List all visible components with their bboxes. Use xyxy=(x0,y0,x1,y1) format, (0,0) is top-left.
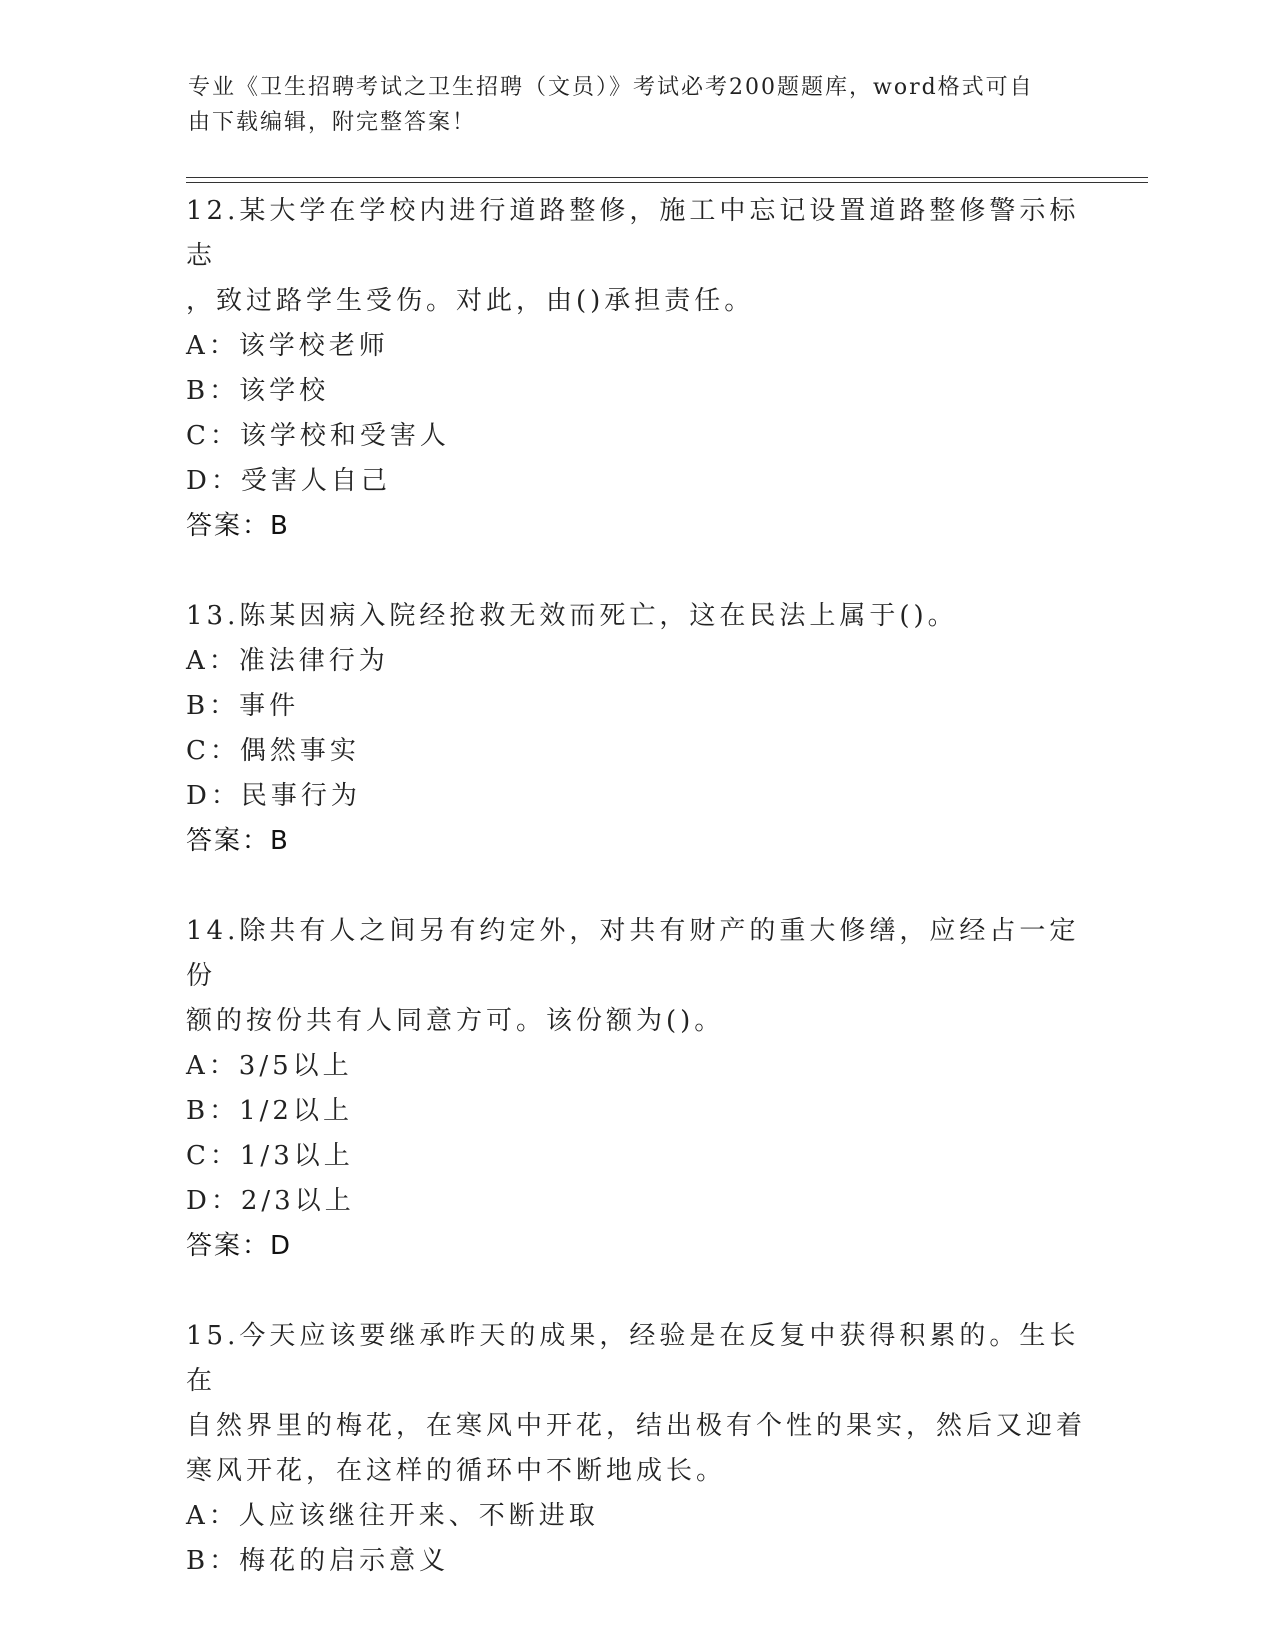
option-b: B：事件 xyxy=(186,691,300,721)
question-stem-line: 15.今天应该要继承昨天的成果，经验是在反复中获得积累的。生长在 xyxy=(186,1321,1080,1396)
question-stem-line: 寒风开花，在这样的循环中不断地成长。 xyxy=(186,1456,727,1486)
header-line-1: 专业《卫生招聘考试之卫生招聘（文员）》考试必考200题题库，word格式可自 xyxy=(188,75,1034,100)
option-c: C：1/3以上 xyxy=(186,1141,354,1171)
question-stem-line: ，致过路学生受伤。对此，由()承担责任。 xyxy=(186,286,755,316)
document-header xyxy=(188,70,1068,140)
header-divider-bottom xyxy=(186,182,1148,183)
option-d: D：受害人自己 xyxy=(186,466,391,496)
answer: 答案：B xyxy=(186,511,290,541)
option-d: D：2/3以上 xyxy=(186,1186,355,1216)
spacer xyxy=(186,549,1086,594)
question-13 xyxy=(186,594,1086,864)
question-stem-line: 12.某大学在学校内进行道路整修，施工中忘记设置道路整修警示标志 xyxy=(186,196,1080,271)
spacer xyxy=(186,864,1086,909)
header-divider-top xyxy=(186,177,1148,178)
question-12 xyxy=(186,189,1086,549)
question-14 xyxy=(186,909,1086,1269)
question-stem-line: 额的按份共有人同意方可。该份额为()。 xyxy=(186,1006,725,1036)
question-stem-line: 14.除共有人之间另有约定外，对共有财产的重大修缮，应经占一定份 xyxy=(186,916,1080,991)
question-stem-line: 自然界里的梅花，在寒风中开花，结出极有个性的果实，然后又迎着 xyxy=(186,1411,1087,1441)
option-b: B：该学校 xyxy=(186,376,330,406)
question-list xyxy=(186,189,1086,1584)
option-c: C：偶然事实 xyxy=(186,736,360,766)
question-15 xyxy=(186,1314,1086,1584)
option-a: A：该学校老师 xyxy=(186,331,389,361)
answer: 答案：B xyxy=(186,826,290,856)
option-b: B：梅花的启示意义 xyxy=(186,1546,450,1576)
option-a: A：准法律行为 xyxy=(186,646,389,676)
question-stem-line: 13.陈某因病入院经抢救无效而死亡，这在民法上属于()。 xyxy=(186,601,958,631)
option-b: B：1/2以上 xyxy=(186,1096,353,1126)
option-c: C：该学校和受害人 xyxy=(186,421,450,451)
option-a: A：3/5以上 xyxy=(186,1051,353,1081)
answer: 答案：D xyxy=(186,1231,293,1261)
header-line-2: 由下载编辑，附完整答案！ xyxy=(188,110,477,135)
option-d: D：民事行为 xyxy=(186,781,361,811)
spacer xyxy=(186,1269,1086,1314)
option-a: A：人应该继往开来、不断进取 xyxy=(186,1501,599,1531)
